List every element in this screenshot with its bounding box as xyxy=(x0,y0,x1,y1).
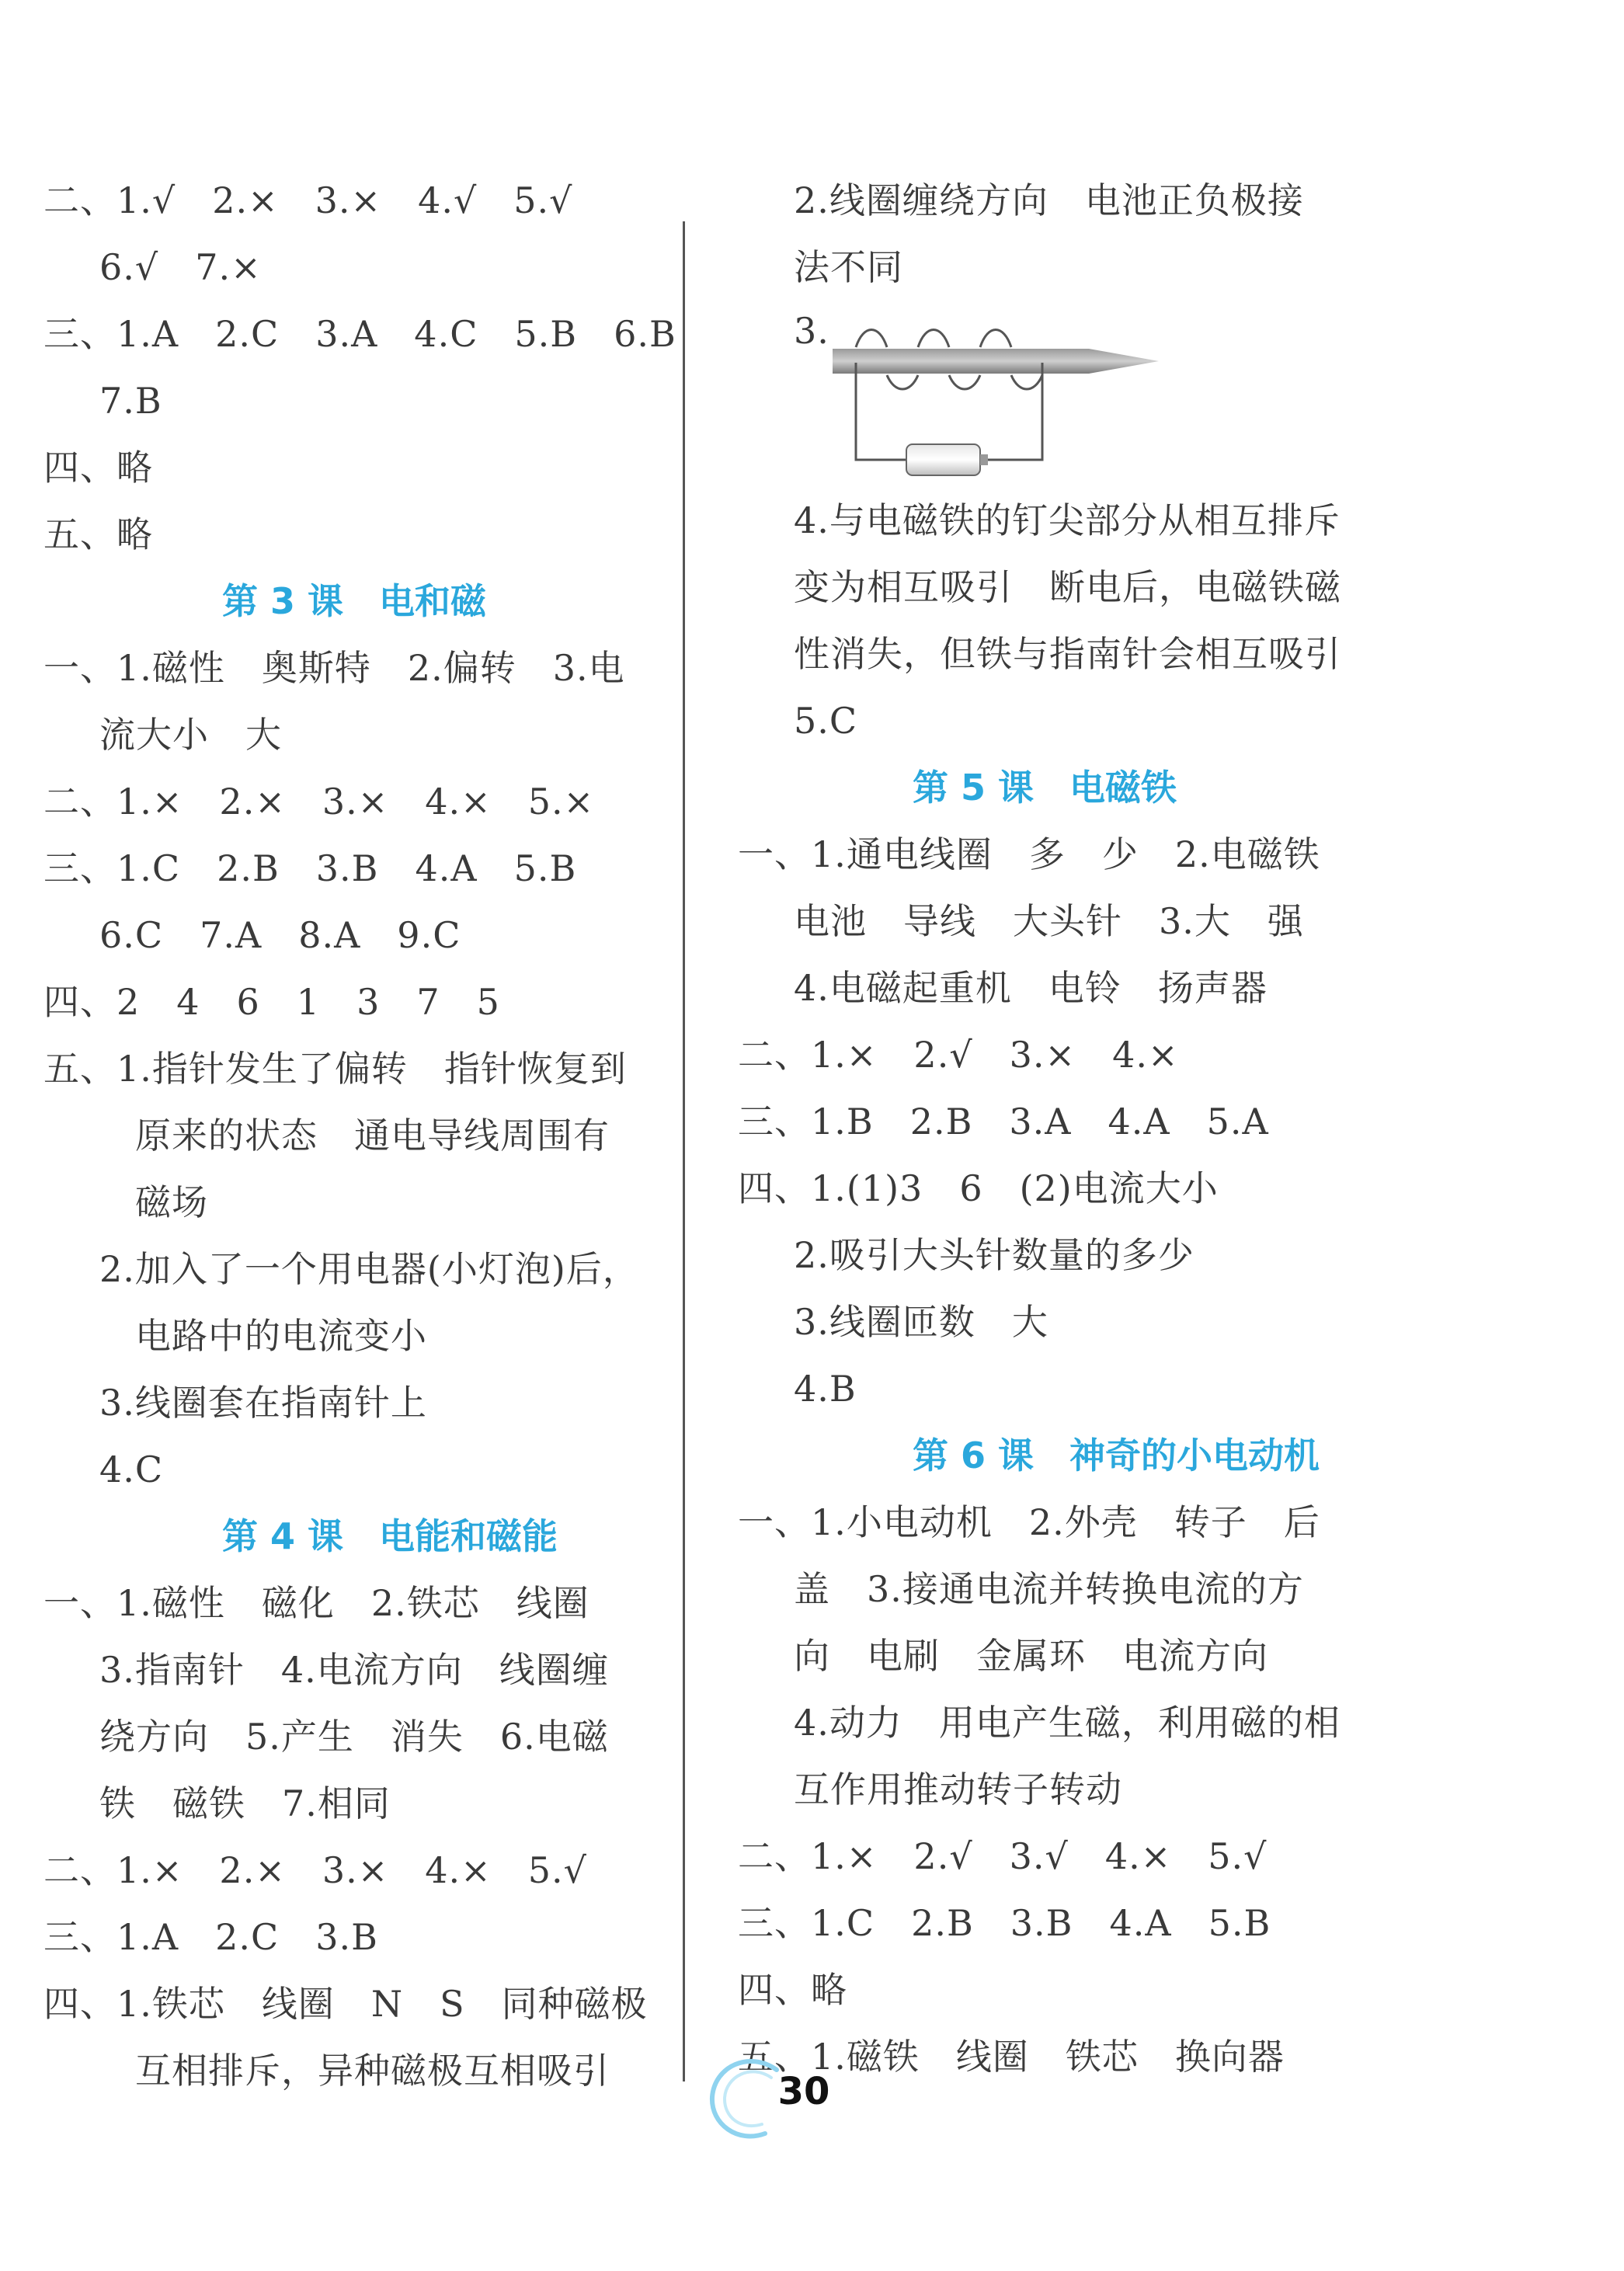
answer-line: 绕方向 5.产生 消失 6.电磁 xyxy=(99,1716,609,1758)
answer-line: 一、1.磁性 奥斯特 2.偏转 3.电 xyxy=(43,647,625,689)
answer-line: 原来的状态 通电导线周围有 xyxy=(135,1115,610,1156)
answer-line: 4.C xyxy=(99,1449,164,1490)
answer-line: 盖 3.接通电流并转换电流的方 xyxy=(794,1568,1304,1610)
answer-line: 2.线圈缠绕方向 电池正负极接 xyxy=(794,179,1304,221)
answer-line: 四、1.铁芯 线圈 N S 同种磁极 xyxy=(43,1983,648,2025)
answer-line: 二、1.× 2.√ 3.√ 4.× 5.√ xyxy=(738,1835,1268,1877)
answer-line: 3.线圈匝数 大 xyxy=(794,1301,1048,1343)
answer-line: 4.电磁起重机 电铃 扬声器 xyxy=(794,967,1268,1009)
answer-line: 四、2 4 6 1 3 7 5 xyxy=(43,981,500,1023)
answer-line: 二、1.× 2.× 3.× 4.× 5.√ xyxy=(43,1849,587,1891)
answer-line: 5.C xyxy=(794,700,858,742)
nail-tip xyxy=(1089,349,1159,374)
electromagnet-circuit-figure xyxy=(738,301,1514,487)
answer-line: 三、1.C 2.B 3.B 4.A 5.B xyxy=(738,1902,1271,1944)
lesson-heading: 第 6 课 神奇的小电动机 xyxy=(913,1435,1320,1476)
answer-line: 电路中的电流变小 xyxy=(135,1315,427,1357)
answer-line: 五、略 xyxy=(43,513,153,555)
answer-line: 五、1.指针发生了偏转 指针恢复到 xyxy=(43,1048,627,1090)
page-number: 30 xyxy=(777,2070,830,2113)
answer-line: 磁场 xyxy=(135,1181,208,1223)
answer-line: 四、1.(1)3 6 (2)电流大小 xyxy=(738,1167,1219,1209)
answer-line: 二、1.√ 2.× 3.× 4.√ 5.√ xyxy=(43,179,573,221)
answer-line: 法不同 xyxy=(794,246,903,288)
answer-line: 向 电刷 金属环 电流方向 xyxy=(794,1635,1268,1677)
answer-line: 四、略 xyxy=(43,447,153,489)
answer-line: 电池 导线 大头针 3.大 强 xyxy=(794,900,1304,942)
answer-line: 流大小 大 xyxy=(99,714,282,756)
battery xyxy=(906,444,980,475)
answer-line: 一、1.小电动机 2.外壳 转子 后 xyxy=(738,1501,1320,1543)
answer-line: 互相排斥，异种磁极互相吸引 xyxy=(135,2050,610,2092)
wire-left xyxy=(856,363,906,460)
wire-right xyxy=(988,363,1042,460)
answer-line: 三、1.B 2.B 3.A 4.A 5.A xyxy=(738,1101,1269,1142)
answer-line: 铁 磁铁 7.相同 xyxy=(99,1782,391,1824)
answer-line: 性消失，但铁与指南针会相互吸引 xyxy=(794,633,1341,675)
lesson-heading: 第 3 课 电和磁 xyxy=(222,580,487,622)
right-column xyxy=(738,167,1514,2090)
answer-line: 一、1.通电线圈 多 少 2.电磁铁 xyxy=(738,833,1320,875)
answer-line: 三、1.A 2.C 3.A 4.C 5.B 6.B xyxy=(43,313,676,355)
lesson-heading: 第 5 课 电磁铁 xyxy=(913,767,1177,809)
answer-line: 6.√ 7.× xyxy=(99,246,262,288)
answer-line: 三、1.C 2.B 3.B 4.A 5.B xyxy=(43,847,577,889)
answer-line: 4.动力 用电产生磁，利用磁的相 xyxy=(794,1702,1341,1744)
nail-shaft xyxy=(833,349,1089,374)
answer-line: 五、1.磁铁 线圈 铁芯 换向器 xyxy=(738,2036,1285,2078)
answer-line: 4.与电磁铁的钉尖部分从相互排斥 xyxy=(794,499,1341,541)
answer-line: 一、1.磁性 磁化 2.铁芯 线圈 xyxy=(43,1582,589,1624)
answer-line: 变为相互吸引 断电后，电磁铁磁 xyxy=(794,566,1341,608)
battery-terminal xyxy=(980,454,988,465)
answer-line: 4.B xyxy=(794,1368,857,1410)
answer-line: 7.B xyxy=(99,380,162,422)
answer-line: 3.指南针 4.电流方向 线圈缠 xyxy=(99,1649,609,1691)
electromagnet-diagram-icon xyxy=(833,316,1221,479)
answer-line: 2.加入了一个用电器(小灯泡)后， xyxy=(99,1248,639,1290)
figure-label: 3. xyxy=(794,310,829,352)
answer-line: 三、1.A 2.C 3.B xyxy=(43,1916,378,1958)
answer-line: 6.C 7.A 8.A 9.C xyxy=(99,914,461,956)
answer-line: 二、1.× 2.× 3.× 4.× 5.× xyxy=(43,781,595,822)
answer-line: 2.吸引大头针数量的多少 xyxy=(794,1234,1195,1276)
answer-line: 四、略 xyxy=(738,1969,847,2011)
lesson-heading: 第 4 课 电能和磁能 xyxy=(222,1515,558,1557)
left-column xyxy=(43,167,676,2104)
answer-line: 二、1.× 2.√ 3.× 4.× xyxy=(738,1034,1179,1076)
answer-line: 3.线圈套在指南针上 xyxy=(99,1382,427,1424)
column-divider xyxy=(683,221,685,2081)
answer-line: 互作用推动转子转动 xyxy=(794,1768,1122,1810)
